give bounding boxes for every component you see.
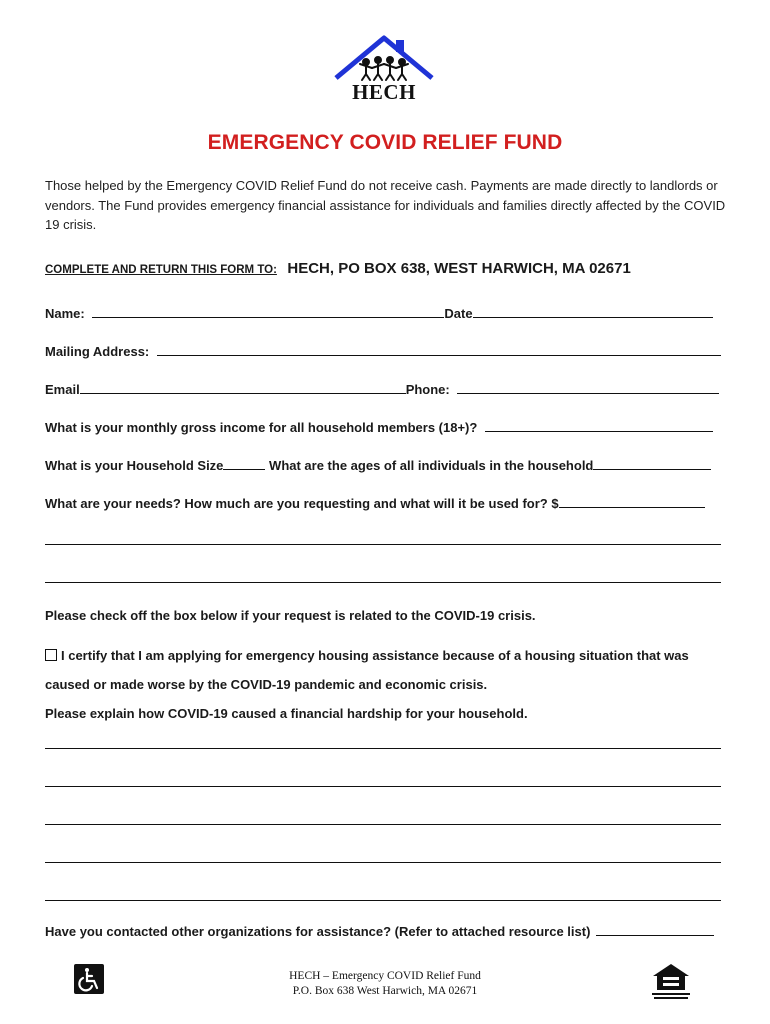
date-field[interactable] (473, 305, 713, 318)
footer-line2: P.O. Box 638 West Harwich, MA 02671 (292, 985, 478, 997)
hardship-answer-line[interactable] (45, 786, 721, 787)
household-row (45, 457, 711, 473)
email-field[interactable] (80, 381, 406, 394)
certify-row (45, 648, 689, 663)
covid-certify-checkbox[interactable] (45, 649, 57, 661)
name-date-row (45, 305, 713, 321)
covid-check-instruction: Please check off the box below if your request is related to the COVID-19 crisis. (45, 608, 536, 623)
phone-field[interactable] (457, 381, 719, 394)
certify-text-line2: caused or made worse by the COVID-19 pandemic and economic crisis. (45, 677, 488, 692)
mailing-address-row (45, 343, 721, 359)
other-orgs-row (45, 923, 714, 939)
equal-housing-opportunity-icon (646, 962, 696, 1002)
footer-line1: HECH – Emergency COVID Relief Fund (289, 970, 481, 982)
hardship-answer-line[interactable] (45, 862, 721, 863)
household-size-field[interactable] (223, 457, 265, 470)
income-label: What is your monthly gross income for all household members (18+)? (45, 420, 478, 435)
needs-row (45, 495, 705, 511)
hech-logo (330, 30, 438, 110)
email-label: Email (45, 382, 80, 397)
hardship-answer-line[interactable] (45, 748, 721, 749)
ages-field[interactable] (593, 457, 711, 470)
needs-amount-field[interactable] (559, 495, 705, 508)
needs-answer-line[interactable] (45, 582, 721, 583)
intro-paragraph: Those helped by the Emergency COVID Relief Fund do not receive cash. Payments are made directly to landlords or vendors. The Fund provides emergency financial assistance for individuals and families directly affected by the COVID 19 crisis. (45, 178, 726, 232)
hardship-answer-line[interactable] (45, 900, 721, 901)
ages-label: What are the ages of all individuals in the household (269, 458, 594, 473)
return-address-row (45, 260, 631, 278)
date-label: Date (444, 306, 473, 321)
income-row (45, 419, 713, 435)
household-size-label: What is your Household Size (45, 458, 224, 473)
mailing-address-label: Mailing Address: (45, 344, 150, 359)
needs-label: What are your needs? How much are you requesting and what will it be used for? $ (45, 496, 559, 511)
logo-text: HECH (352, 80, 416, 104)
page-title: EMERGENCY COVID RELIEF FUND (207, 131, 563, 154)
needs-answer-line[interactable] (45, 544, 721, 545)
other-orgs-field[interactable] (596, 923, 714, 936)
hardship-answer-line[interactable] (45, 824, 721, 825)
return-address: HECH, PO BOX 638, WEST HARWICH, MA 02671 (287, 260, 631, 277)
income-field[interactable] (485, 419, 713, 432)
name-field[interactable] (92, 305, 444, 318)
email-phone-row (45, 381, 719, 397)
explain-hardship-label: Please explain how COVID-19 caused a financial hardship for your household. (45, 706, 528, 721)
mailing-address-field[interactable] (157, 343, 721, 356)
name-label: Name: (45, 306, 85, 321)
phone-label: Phone: (405, 382, 450, 397)
other-orgs-label: Have you contacted other organizations for assistance? (Refer to attached resource list) (45, 924, 591, 939)
return-instruction: COMPLETE AND RETURN THIS FORM TO: (45, 264, 277, 276)
certify-text-line1: I certify that I am applying for emergency housing assistance because of a housing situation that was (61, 648, 689, 663)
